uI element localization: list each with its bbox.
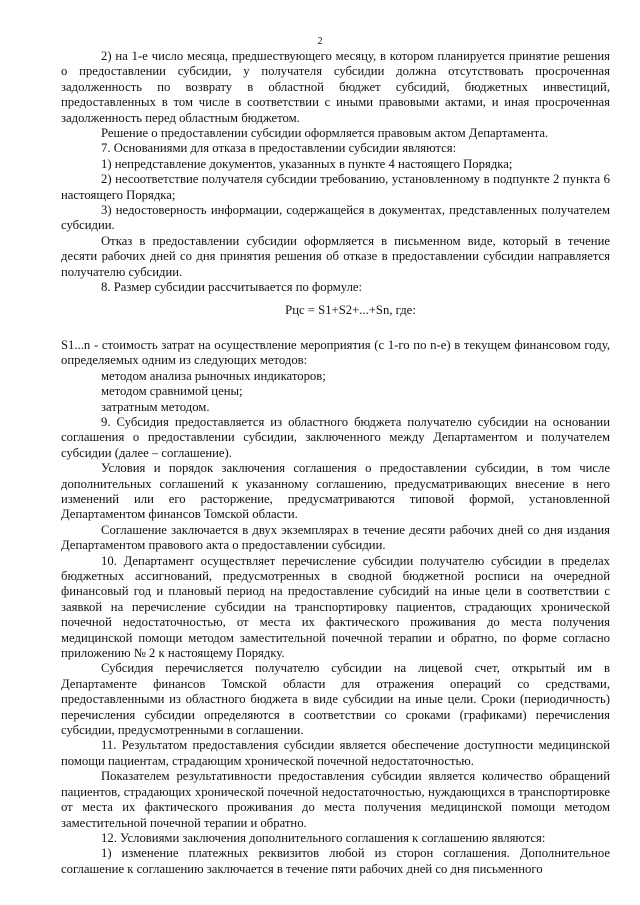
paragraph-8: 8. Размер субсидии рассчитывается по формуле: bbox=[101, 280, 363, 295]
paragraph-7-2: 2) несоответствие получателя субсидии требованию, установленному в подпункте 2 пункта 6 настоящего Порядка; bbox=[61, 172, 610, 202]
paragraph-6-2: 2) на 1-е число месяца, предшествующего месяцу, в котором планируется принятие решения о предоставлении субсидии, у получателя субсидии должна отсутствовать просроченная задолженность по возврату в областной бюджет субсидий, бюджетных инвестиций, предоставленных в том числе в соответствии с иными правовыми актами, и иная просроченная задолженность перед областным бюджетом. bbox=[61, 49, 610, 125]
paragraph-agreement-terms: Условия и порядок заключения соглашения о предоставлении субсидии, в том числе дополнительных соглашений к указанному соглашению, предусматривающих внесение в него изменений или его расторжение, предусматриваются типовой формой, установленной Департаментом финансов Томской области. bbox=[61, 461, 610, 522]
paragraph-7: 7. Основаниями для отказа в предоставлении субсидии являются: bbox=[101, 141, 457, 156]
paragraph-refusal: Отказ в предоставлении субсидии оформляется в письменном виде, который в течение десяти рабочих дней со дня принятия решения об отказе в предоставлении субсидии направляется получателю субсидии. bbox=[61, 233, 610, 279]
paragraph-9: 9. Субсидия предоставляется из областного бюджета получателю субсидии на основании соглашения о предоставлении субсидии, заключенного между Департаментом и получателем субсидии (далее – соглашение). bbox=[61, 414, 610, 460]
method-item: методом анализа рыночных индикаторов; bbox=[101, 368, 326, 383]
page-number: 2 bbox=[317, 36, 323, 47]
formula: Рцс = S1+S2+...+Sn, где: bbox=[285, 302, 416, 317]
paragraph-agreement-copies: Соглашение заключается в двух экземплярах в течение десяти рабочих дней со дня издания Департаментом правового акта о предоставлении субсидии. bbox=[61, 522, 610, 553]
paragraph-12-1: 1) изменение платежных реквизитов любой из сторон соглашения. Дополнительное соглашение к соглашению заключается в течение пяти рабочих дней со дня письменного bbox=[61, 846, 610, 876]
method-item: методом сравнимой цены; bbox=[101, 384, 243, 399]
paragraph-indicator: Показателем результативности предоставления субсидии является количество обращений пациентов, страдающих хронической почечной недостаточностью, нуждающихся в транспортировке от места их фактического проживания до места получения медицинской помощи методом заместительной почечной терапии и обратно. bbox=[61, 769, 610, 830]
paragraph-transfer: Субсидия перечисляется получателю субсидии на лицевой счет, открытый им в Департаменте финансов Томской области для отражения операций со средствами, предоставленными из областного бюджета в виде субсидии на иные цели. Сроки (периодичность) перечисления субсидии определяются в соответствии со сроками (графиками) перечисления субсидии, предусмотренными в соглашении. bbox=[61, 661, 610, 738]
paragraph-10: 10. Департамент осуществляет перечисление субсидии получателю субсидии в пределах бюджетных ассигнований, предусмотренных в сводной бюджетной росписи на очередной финансовый год и плановый период на предоставление субсидий на иные цели в соответствии с заявкой на перечисление субсидии на транспортировку пациентов, страдающих хронической почечной недостаточностью, от места их фактического проживания до места получения медицинской помощи методом заместительной почечной терапии и обратно, по форме согласно приложению № 2 к настоящему Порядку. bbox=[61, 553, 610, 661]
paragraph-11: 11. Результатом предоставления субсидии является обеспечение доступности медицинской помощи пациентам, страдающим хронической почечной недостаточностью. bbox=[61, 738, 610, 768]
method-item: затратным методом. bbox=[101, 399, 210, 414]
paragraph-7-3: 3) недостоверность информации, содержащейся в документах, представленных получателем субсидии. bbox=[61, 203, 610, 233]
paragraph-12: 12. Условиями заключения дополнительного соглашения к соглашению являются: bbox=[101, 830, 546, 845]
document-body bbox=[61, 49, 610, 877]
paragraph-formula-explain: S1...n - стоимость затрат на осуществление мероприятия (с 1-го по n-е) в текущем финансовом году, определяемых одним из следующих методов: bbox=[61, 337, 610, 368]
paragraph-7-1: 1) непредставление документов, указанных в пункте 4 настоящего Порядка; bbox=[101, 156, 513, 171]
paragraph-decision: Решение о предоставлении субсидии оформляется правовым актом Департамента. bbox=[101, 126, 549, 141]
